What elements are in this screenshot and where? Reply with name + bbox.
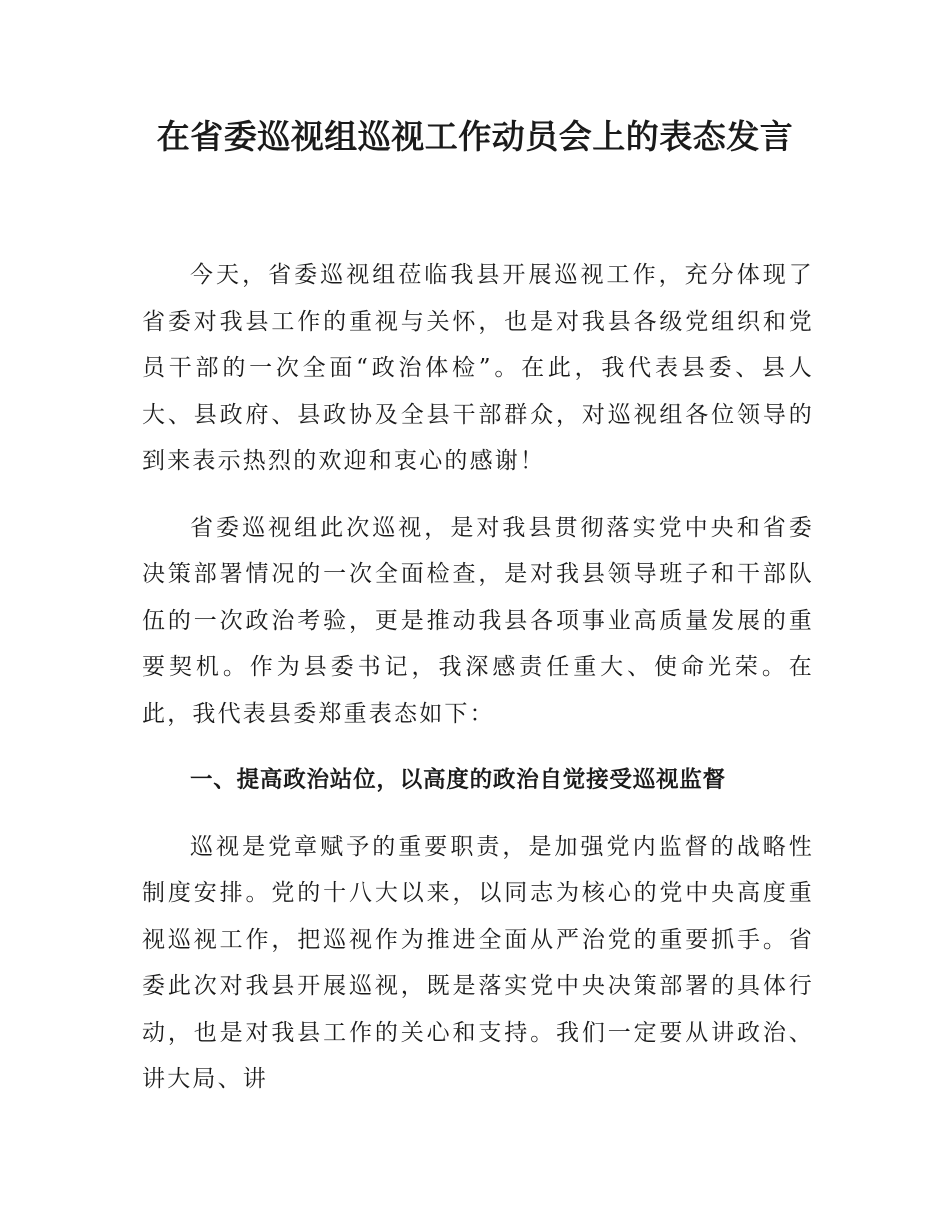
body-paragraph: 今天，省委巡视组莅临我县开展巡视工作，充分体现了省委对我县工作的重视与关怀，也是对我县各级党组织和党员干部的一次全面“政治体检”。在此，我代表县委、县人大、县政府、县政协及全县干部群众，对巡视组各位领导的到来表示热烈的欢迎和衷心的感谢！ <box>142 262 814 474</box>
section-heading: 一、提高政治站位，以高度的政治自觉接受巡视监督 <box>190 767 726 793</box>
body-paragraph: 省委巡视组此次巡视，是对我县贯彻落实党中央和省委决策部署情况的一次全面检查，是对我县领导班子和干部队伍的一次政治考验，更是推动我县各项事业高质量发展的重要契机。作为县委书记，我深感责任重大、使命光荣。在此，我代表县委郑重表态如下： <box>142 514 814 727</box>
body-paragraph: 巡视是党章赋予的重要职责，是加强党内监督的战略性制度安排。党的十八大以来，以同志为核心的党中央高度重视巡视工作，把巡视作为推进全面从严治党的重要抓手。省委此次对我县开展巡视，既是落实党中央决策部署的具体行动，也是对我县工作的关心和支持。我们一定要从讲政治、讲大局、讲 <box>142 833 814 1092</box>
document-body <box>142 252 814 1123</box>
document-title: 在省委巡视组巡视工作动员会上的表态发言 <box>156 117 794 156</box>
